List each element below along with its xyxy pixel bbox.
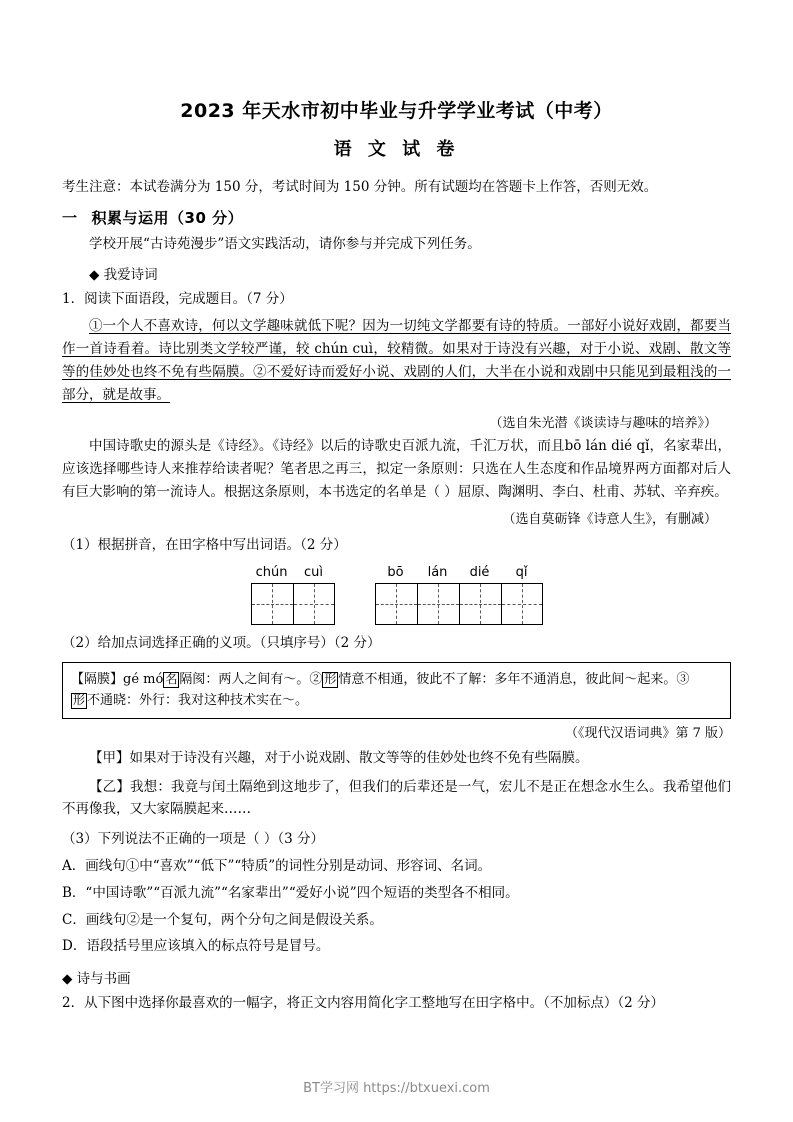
dict-headword: 【隔膜】 [71, 671, 124, 687]
passage-1-source: （选自朱光潜《谈读诗与趣味的培养》） [489, 415, 717, 431]
bracket-jia-text: 【甲】如果对于诗没有兴趣，对于小说戏剧、散文等等的佳妙处也终不免有些隔膜。 [89, 749, 589, 766]
section-one-heading [62, 207, 731, 228]
tianzige-cell[interactable] [375, 583, 417, 625]
tianzige-cell[interactable] [251, 583, 293, 625]
page-title: 2023 年天水市初中毕业与升学学业考试（中考） [180, 100, 613, 122]
pinyin-cell: dié [469, 565, 490, 581]
dict-pos-mark-3: 形 [73, 692, 86, 707]
dictionary-entry-box [62, 662, 731, 719]
pinyin-cell: cuì [304, 565, 323, 581]
tianzige-cell[interactable] [459, 583, 501, 625]
tianzige-cell[interactable] [293, 583, 335, 625]
question-1-2-stem: （2）给加点词选择正确的义项。（只填序号）（2 分） [62, 635, 381, 652]
pinyin-cell: chún [255, 565, 288, 581]
dict-definition-2: 情意不相通，彼此不了解：多年不通消息，彼此间～起来。 [338, 671, 677, 687]
dict-sense-number-3: ③ [676, 671, 690, 687]
tianzige-boxes-2[interactable] [375, 583, 543, 625]
option-d[interactable]: D．语段括号里应该填入的标点符号是冒号。 [62, 938, 330, 955]
bullet-heading-poetry-love: ◆ 我爱诗词 [89, 266, 158, 283]
pinyin-row-1 [251, 565, 335, 580]
passage-2-text: 中国诗歌史的源头是《诗经》。《诗经》以后的诗歌史百派九流，千汇万状，而且bō lán dié qǐ，名家辈出，应该选择哪些诗人来推荐给读者呢？笔者思之再三，拟定一条原则：只选在人生态度和作品境界两方面都对后人有巨大影响的第一流诗人。根据这条原则，本书选定的名单是（ ）屈原、陶渊明、李白、杜甫、苏轼、辛弃疾。 [62, 437, 731, 500]
section-one-intro: 学校开展“古诗苑漫步”语文实践活动，请你参与并完成下列任务。 [89, 235, 481, 252]
tianzige-group-1 [251, 565, 335, 625]
tianzige-boxes-1[interactable] [251, 583, 335, 625]
passage-1-text: ①一个人不喜欢诗，何以文学趣味就低下呢？因为一切纯文学都要有诗的特质。一部好小说好戏剧，都要当作一首诗看着。诗比别类文学较严谨，较 chún cuì，较精微。如果对于诗没有兴趣，对于小说、戏剧、散文等等的佳妙处也终不免有些隔膜。②不爱好诗而爱好小说、戏剧的人们，大半在小说和戏剧中只能见到最粗浅的一部分，就是故事。 [62, 317, 731, 404]
option-b[interactable]: B．“中国诗歌”“百派九流”“名家辈出”“爱好小说”四个短语的类型各不相同。 [62, 884, 519, 901]
bracket-yi-text: 【乙】我想：我竟与闰土隔绝到这地步了，但我们的后辈还是一气，宏儿不是正在想念水生么。我希望他们不再像我，又大家隔膜起来…… [62, 778, 731, 818]
pinyin-cell: qǐ [515, 565, 528, 581]
tianzige-group-2 [375, 565, 543, 625]
option-c[interactable]: C．画线句②是一个复句，两个分句之间是假设关系。 [62, 911, 383, 928]
dict-pos-mark-1: 名 [165, 671, 178, 686]
pinyin-cell: lán [427, 565, 448, 581]
footer-watermark: BT学习网 https://btxuexi.com [303, 1081, 490, 1096]
question-1-3-stem: （3）下列说法不正确的一项是（ ）（3 分） [62, 831, 325, 847]
dictionary-source: （《现代汉语词典》第 7 版） [564, 725, 731, 741]
dict-definition-3: 不通晓：外行：我对这种技术实在～。 [87, 692, 309, 708]
dict-pinyin: gé mó [123, 671, 164, 687]
bullet-heading-poetry-calligraphy: ◆ 诗与书画 [62, 971, 131, 988]
pinyin-row-2 [375, 565, 543, 580]
section-one-number: 一 [62, 208, 78, 227]
question-1-stem: 1．阅读下面语段，完成题目。（7 分） [62, 290, 293, 307]
exam-notice: 考生注意：本试卷满分为 150 分，考试时间为 150 分钟。所有试题均在答题卡上作答，否则无效。 [62, 179, 658, 195]
question-2-stem: 2．从下图中选择你最喜欢的一幅字，将正文内容用简化字工整地写在田字格中。（不加标点）（2 分） [62, 995, 664, 1012]
tianzige-cell[interactable] [417, 583, 459, 625]
pinyin-cell: bō [387, 565, 404, 581]
passage-2-source: （选自莫砺锋《诗意人生》，有删减） [502, 512, 717, 528]
tianzige-grid-area [62, 565, 731, 625]
section-one-title: 积累与运用（30 分） [91, 208, 244, 227]
dict-pos-mark-2: 形 [324, 671, 337, 686]
dict-definition-1: 隔阂：两人之间有～。 [179, 671, 310, 687]
question-1-1-stem: （1）根据拼音，在田字格中写出词语。（2 分） [62, 537, 347, 554]
option-a[interactable]: A．画线句①中“喜欢”“低下”“特质”的词性分别是动词、形容词、名词。 [62, 857, 492, 874]
dict-sense-number-2: ② [309, 671, 323, 687]
page-subtitle: 语 文 试 卷 [333, 139, 460, 160]
tianzige-cell[interactable] [501, 583, 543, 625]
